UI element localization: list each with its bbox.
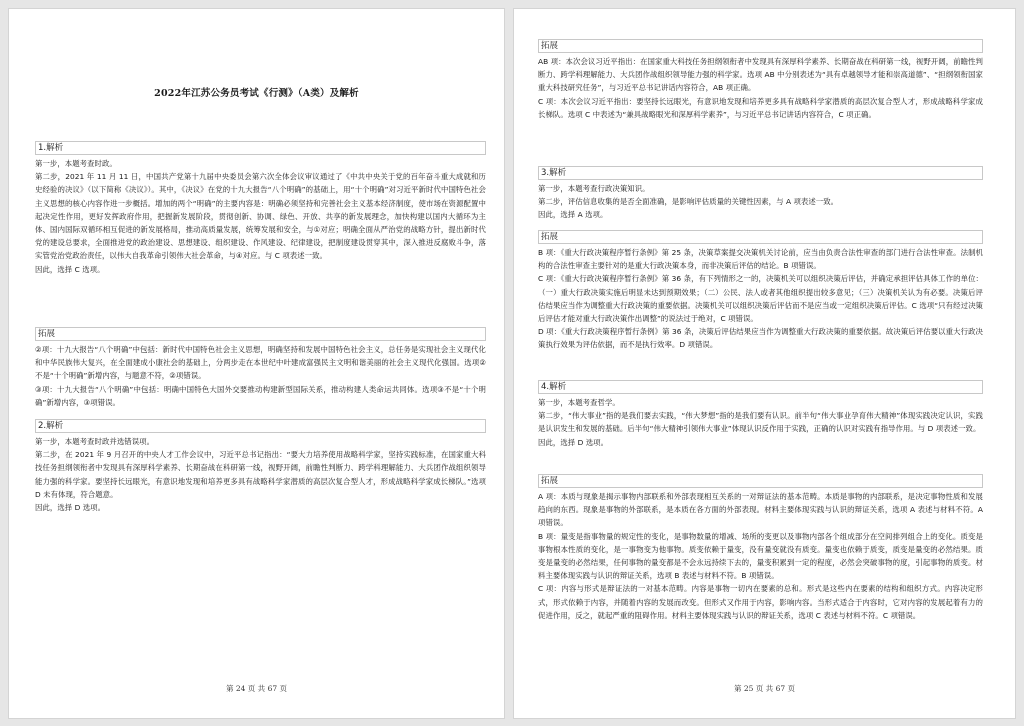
paragraph: 第二步，“伟大事业”指的是我们要去实践，“伟大梦想”指的是我们要有认识。前半句“伟大事业孕育伟大精神”体现实践决定认识，实践是认识发生和发展的基础。后半句“伟大精神引领伟大事业”体现认识反作用于实践，正确的认识对实践有指导作用。与 D 项表述一致。 [538,411,983,434]
section-header: 拓展 [35,327,486,341]
paragraph: ③项：十九大报告“八个明确”中包括：明确中国特色大国外交要推动构建新型国际关系，推动构建人类命运共同体。选项③不是“十个明确”新增内容，③项错误。 [35,384,486,407]
paragraph: 因此，选择 D 选项。 [538,437,609,447]
paragraph: 第二步，在 2021 年 9 月召开的中央人才工作会议中，习近平总书记指出：“要大力培养使用战略科学家，坚持实践标准，在国家重大科技任务担纲领衔者中发现具有深厚科学素养、长期奋战在科研第一线，视野开阔，前瞻性判断力、跨学科理解能力、大兵团作战组织领导能力强的科学家。要坚持长远眼光，有意识地发现和培养更多具有战略科学家潜质的高层次复合型人才，形成战略科学家成长梯队。”选项 D 未有体现，符合题意。 [35,450,486,499]
paragraph: 因此，选择 C 选项。 [35,264,105,274]
section-header: 拓展 [538,474,983,488]
paragraph: 第一步，本题考查行政决策知识。 [538,184,650,193]
page-number: 第 24 页 共 67 页 [225,684,287,693]
paragraph: 第一步，本题考查哲学。 [538,398,620,407]
paragraph: C 项：本次会议习近平指出：要坚持长远眼光，有意识地发现和培养更多具有战略科学家潜质的高层次复合型人才，形成战略科学家成长梯队。选项 C 中表述为“兼具战略眼光和深厚科学素养”，与习近平总书记讲话内容符合，C 项正确。 [538,96,983,119]
page-number: 第 25 页 共 67 页 [733,684,795,693]
paragraph: C 项：《重大行政决策程序暂行条例》第 36 条，有下列情形之一的，决策机关可以组织决策后评估，并确定承担评估具体工作的单位：（一）重大行政决策实施后明显未达到预期效果；（二）公民、法人或者其他组织提出较多意见；（三）决策机关认为有必要。决策后评估结果应当作为调整重大行政决策的重要依据。决策机关可以组织决策后评估而不是应当或一定组织决策后评估。C 选项“只有经过决策后评估才能对重大行政决策作出调整”的说法过于绝对，C 项错误。 [538,274,983,324]
paragraph: 第二步，评估信息收集的是否全面准确，是影响评估质量的关键性因素，与 A 项表述一致。 [538,197,839,207]
document-title: 2022年江苏公务员考试《行测》（A类）及解析 [154,88,359,99]
section-ext1 [35,327,486,409]
section-q1 [35,141,486,276]
section-ext2 [538,39,983,121]
section-q2 [35,419,486,514]
section-q3 [538,166,983,222]
paragraph: ②项：十九大报告“八个明确”中包括：新时代中国特色社会主义思想，明确坚持和发展中国特色社会主义，总任务是实现社会主义现代化和中华民族伟大复兴，在全面建成小康社会的基础上，分两步走在本世纪中叶建成富强民主文明和谐美丽的社会主义现代化强国。选项②不是“十个明确”新增内容，与题意不符，②项错误。 [35,345,486,381]
document-page-25 [513,8,1016,719]
section-ext4 [538,474,983,622]
paragraph: 第一步，本题考查时政并选错误项。 [35,437,155,446]
paragraph: D 项：《重大行政决策程序暂行条例》第 36 条，决策后评估结果应当作为调整重大行政决策的重要依据。故决策后评估要以重大行政决策执行效果为评估依据，而不是执行效率。D 项错误。 [538,327,983,350]
section-header: 拓展 [538,39,983,53]
paragraph: B 项：《重大行政决策程序暂行条例》第 25 条，决策草案提交决策机关讨论前，应当由负责合法性审查的部门进行合法性审查。法制机构的合法性审查主要针对的是重大行政决策本身，而非决策后评估的结论。B 项错误。 [538,248,983,271]
section-header: 3.解析 [538,166,983,180]
page-content [514,9,1015,718]
paragraph: A 项：本质与现象是揭示事物内部联系和外部表现相互关系的一对辩证法的基本范畴。本质是事物的内部联系，是决定事物性质和发展趋向的东西。现象是事物的外部联系，是本质在各方面的外部表现。材料主要体现实践与认识的辩证关系，选项 A 表述与材料不符。A 项错误。 [538,492,983,528]
paragraph: 因此，选择 A 选项。 [538,210,608,220]
paragraph: B 项：量变是指事物量的规定性的变化，是事物数量的增减、场所的变更以及事物内部各个组成部分在空间排列组合上的变化。质变是事物根本性质的变化，是一事物变为他事物。质变依赖于量变，没有量变就没有质变。量变也依赖于质变，质变是量变的必然结果。质变是量变的必然结果，任何事物的量变都是不会永远持续下去的，量变积累到一定的程度，必然会突破事物的度，引起事物的质变。材料主要体现实践与认识的辩证关系，选项 B 表述与材料不符。B 项错误。 [538,531,983,581]
paragraph: 因此，选择 D 选项。 [35,503,106,513]
paragraph: 第二步，2021 年 11 月 11 日，中国共产党第十九届中央委员会第六次全体会议审议通过了《中共中央关于党的百年奋斗重大成就和历史经验的决议》（以下简称《决议》）。其中，《决议》在党的十九大报告“八个明确”的基础上，用“十个明确”对习近平新时代中国特色社会主义思想的核心内容作进一步概括。增加的两个“明确”的主要内容是：明确必须坚持和完善社会主义基本经济制度，使市场在资源配置中起决定性作用，更好发挥政府作用，把握新发展阶段，贯彻创新、协调、绿色、开放、共享的新发展理念，加快构建以国内大循环为主体、国内国际双循环相互促进的新发展格局，推动高质量发展，统筹发展和安全，与①对应；明确全面从严治党的战略方针，提出新时代党的建设总要求，全面推进党的政治建设、思想建设、组织建设、作风建设、纪律建设，把制度建设贯穿其中，深入推进反腐败斗争，落实管党治党政治责任，以伟大自我革命引领伟大社会革命，与④对应。与 C 项表述一致。 [35,172,486,261]
paragraph: C 项：内容与形式是辩证法的一对基本范畴。内容是事物一切内在要素的总和。形式是这些内在要素的结构和组织方式。内容决定形式，形式依赖于内容，并随着内容的发展而改变。但形式又作用于内容，影响内容。当形式适合于内容时，它对内容的发展起着有力的促进作用，反之，就起严重的阻碍作用。材料主要体现实践与认识的辩证关系，选项 C 表述与材料不符。C 项错误。 [538,584,983,620]
paragraph: 第一步，本题考查时政。 [35,159,117,168]
section-header: 4.解析 [538,380,983,394]
section-header: 拓展 [538,230,983,244]
section-q4 [538,380,983,449]
section-ext3 [538,230,983,352]
page-content [9,9,504,718]
section-header: 2.解析 [35,419,486,433]
paragraph: AB 项：本次会议习近平指出：在国家重大科技任务担纲领衔者中发现具有深厚科学素养、长期奋战在科研第一线，视野开阔，前瞻性判断力、跨学科理解能力、大兵团作战组织领导能力强的科学家。选项 AB 中分别表述为“具有卓越领导才能和崇高道德”、“担纲领衔国家重大科技研究任务”，与习近平总书记讲话内容符合，AB 项正确。 [538,57,983,93]
section-header: 1.解析 [35,141,486,155]
document-page-24 [8,8,505,719]
